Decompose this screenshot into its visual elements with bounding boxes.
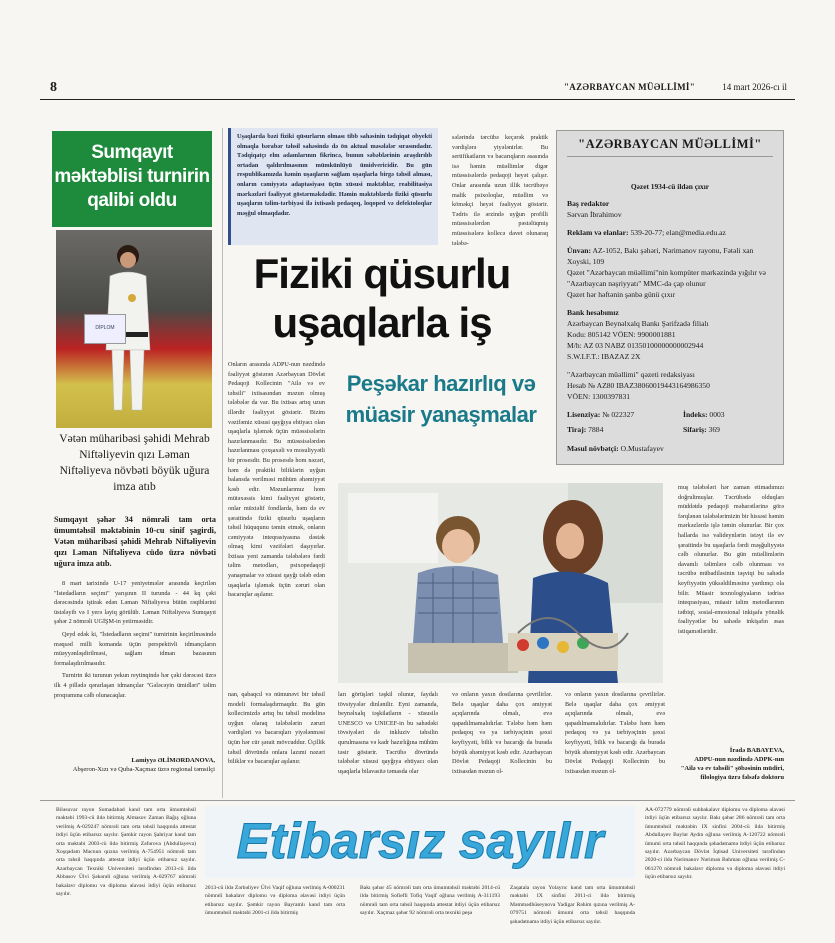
notice-column-1: Biləsuvar rayon Sumadabad kənd tam orta ümumtəhsil məktəbi 1993-cü ildə bitirmiş Almasov Zaman Bağış oğluna verilmiş A-029247 nömrəli tam orta təhsil haqqında attestat itdiyi üçün etibarsız sayılır. Şəmkir rayon Şahriyar kənd tam orta məktəbi 2003-cü ildə bitirmiş Zəfərova (Abdullayeva) Xoşqədəm Məcnun qızına verilmiş A-754951 nömrəli tam orta təhsil haqqında attestat itdiyi üçün etibarsız sayılır. Azərbaycan Texniki Universiteti tərəfindən 2013-cü ildə Abbasov Ülvi Şəkərəli oğluna verilmiş A-029767 nömrəli bakalavr diplomu və diploma əlavəsi itdiyi üçün etibarsız sayılır. xyxy=(56,807,196,898)
left-subheadline: Vətən müharibəsi şəhidi Mehrab Niftəliyevin qızı Ləman Niftəliyeva növbəti böyük uğura imza atıb xyxy=(59,433,210,493)
order-value: 369 xyxy=(708,425,720,434)
order-label: Sifariş: xyxy=(683,425,707,434)
address-value: AZ-1052, Bakı şəhəri, Nərimanov rayonu, Fətəli xan Xoyski, 109 xyxy=(567,246,754,266)
bottom-divider xyxy=(40,800,795,801)
left-author-org: Abşeron-Xızı və Quba-Xaçmaz üzrə regional təmsilçi xyxy=(72,766,215,773)
left-paragraph: 8 mart tarixində U-17 yeniyetmələr arasında keçirilən "İstedadların seçimi" yarışının II turunda - 44 kq çəki dərəcəsində iştirak edən Ləman Niftəliyeva bütün rəqiblərini üstələyib və I yerə layiq görülüb. Ləman Niftəliyeva Sumqayıt şəhər 2 nömrəli UGİŞM-in yetirməsidir. xyxy=(54,580,216,626)
left-article xyxy=(52,128,217,798)
left-paragraph: Turnirin iki turunun yekun reytinqində hər çəki dərəcəsi üzrə ilk 4 pillədə qərarlaşan idmançılar "Gələcəyin ümidləri" təlim proqramına cəlb olunacaqlar. xyxy=(54,672,216,699)
paper-name: "AZƏRBAYCAN MÜƏLLİMİ" xyxy=(563,82,695,92)
page-header xyxy=(40,78,795,100)
print-note: Qəzet "Azərbaycan müəllimi"nin kompüter mərkəzində yığılır və "Azərbaycan nəşriyyatı" MMC-də çap olunur xyxy=(567,268,766,288)
classroom-photo xyxy=(338,483,663,683)
founded-line: Qəzet 1934-cü ildən çıxır xyxy=(630,182,710,191)
redaction-line: VÖEN: 1300397831 xyxy=(567,392,631,401)
masthead-title: "AZƏRBAYCAN MÜƏLLİMİ" xyxy=(567,139,773,157)
bank-line: S.W.I.F.T.: IBAZAZ 2X xyxy=(567,352,641,361)
intro-box xyxy=(228,128,438,245)
main-headline-line1: Fiziki qüsurlu xyxy=(253,250,511,297)
main-column-bottom-1: nan, qabaqcıl və nümunəvi bir təhsil modeli formalaşdırmaqdır. Bu gün kollecimizdə artıq bu təhsil modelinə uyğun olaraq tələbələrin zəruri vərdişləri və bacarıqları yiyələnməsi üçün hər cür şərait mövcuddur. Üçillik təhsil dövründə onlara lazımi nəzəri biliklər və bacarıqlar aşılanır. xyxy=(228,691,325,766)
main-column-bottom-4: və onların yaxın dostlarına çevrilirlər. Belə uşaqlar daha çox əmiyyət açıqlarında olmalı, evə qapadılmamalıdırlar. Tələbə həm həm pedaqoq və ya tərbiyəçinin şəxsi keyfiyyəti, bilik və bacarığı da burada böyük əhəmiyyət kəsb edir. Azərbaycan Dövlət Pedaqoji Kollecinin bu ixtisasdan məzun ol- xyxy=(565,691,665,775)
masthead-info-box xyxy=(556,130,784,465)
main-column-left: Onların arasında ADPU-nun nəzdində fəaliyyət göstərən Azərbaycan Dövlət Pedaqoji Kollecinin "Ailə və ev təhsili" ixtisasından məzun olmuş tələbələr da var. Bu ixtisas artıq uzun illərdir fəaliyyət göstərir. Bizim vəzifəmiz xüsusi qayğıya ehtiyacı olan uşaqlarla işləmək üçün müəssisələrin hazırlanmasıdır. Bu müəssisələrdən hazırlanması çoxşaxəli və mosuliyyətli bir prosesdir. Bu prosesdə hom nəzəri, həm də praktiki biliklərin uyğun balansda verilməsi mühüm əhəmiyyət kəsb edir. Məzunlarımız hom mütəxəssis kimi fəaliyyət göstərir, onlar müxtəlif fondlarda, həm də ev şəraitində fiziki qüsurlu uşaqların təhsil hüququnu təmin etmək, onların cəmiyyətə inteqrasiyasına dəstək olmaq kimi vəzifələri daşıyırlar. İxtisas yeni zamanda tələbələrə fərdi təlim metodları, psixopedaqoji yanaşmalar və xüsusi qayğı tələb edən uşaqlarla işləmək üçün zəruri olan bacarıqlar aşılanır. xyxy=(228,361,325,599)
invalid-documents-banner xyxy=(205,806,635,878)
redaction-line: "Azərbaycan müəllimi" qəzeti redaksiyası xyxy=(567,370,695,379)
duty-value: O.Mustafayev xyxy=(620,444,664,453)
bank-line: Azərbaycan Beynəlxalq Bankı Şərifzadə filialı xyxy=(567,319,709,328)
circulation-label: Tiraj: xyxy=(567,425,587,434)
bank-label: Bank hesabımız xyxy=(567,308,619,317)
main-byline xyxy=(678,746,784,782)
redaction-line: Hesab № AZ80 IBAZ38060019443164986350 xyxy=(567,381,710,390)
main-column-bottom-3: və onların yaxın dostlarına çevrilirlər. Belə uşaqlar daha çox əmiyyət açıqlarında olmalı, evə qapadılmamalıdırlar. Tələbə həm həm pedaqoq və ya tərbiyəçinin şəxsi keyfiyyəti, bilik və bacarığı da burada böyük əhəmiyyət kəsb edir. Azərbaycan Dövlət Pedaqoji Kollecinin bu ixtisasdan məzun ol- xyxy=(452,691,552,775)
column-divider xyxy=(222,128,223,798)
ads-label: Reklam və elanlar: xyxy=(567,228,629,237)
weekly-note: Qəzet hər həftənin şənbə günü çıxır xyxy=(567,290,676,299)
notice-column-4: Zaqatala rayon Yolayrıc kənd tam orta ümumtəhsil məktəbi IX sinfini 2011-ci ildə bitirmiş Məmmədhüseynova Yadigar Rəhim qızına verilmiş A-079751 nömrəli ümumi orta təhsil haqqında şəhadətnamə itdiyi üçün etibarsız sayılır. xyxy=(510,885,635,925)
license-value: № 022327 xyxy=(602,410,635,419)
judo-photo xyxy=(56,230,212,428)
index-value: 0003 xyxy=(709,410,725,419)
bank-line: M/h: AZ 03 NABZ 01350100000000002944 xyxy=(567,341,704,350)
classroom-illustration xyxy=(338,483,663,683)
notice-column-2: 2013-cü ildə Zərbəliyev Ülvi Vaqif oğluna verilmiş A-000231 nömrəli bakalavr diplomu və diploma əlavəsi itdiyi üçün etibarsız sayılır. Şəmkir rayon Bayramlı kənd tam orta ümumtəhsil məktəbi 2001-ci ildə bitirmiş xyxy=(205,885,345,917)
left-paragraph: Qeyd edək ki, "İstedadların seçimi" turnirinin keçirilməsində məqsəd milli komanda üçün perspektivli idmançıların müəyyənləşdirilməsi, sağlam idman bazasının formalaşdırılmasıdır. xyxy=(54,630,216,667)
main-headline-line2: uşaqlarla iş xyxy=(272,299,492,346)
left-author: Lamiyyə ƏLİMƏRDANOVA, xyxy=(131,757,215,764)
main-subheadline: Peşəkar hazırlıq və müasir yanaşmalar xyxy=(345,371,537,427)
page-number: 8 xyxy=(50,80,57,95)
intro-text: Uşaqlarda bəzi fiziki qüsurların olması tibb sahəsinin tədqiqat obyekti olmaqla bərabər təhsil sahəsində də ön aktual məsələlər sırasındadır. Tədqiqatçı elm adamlarının fikrincə, bunun səbəblərinin araşdırılıb ortadan qaldırılmasının mümkünlüyü ümidvericidir. Bu gün respublikamızda həmin uşaqların sağlam uşaqlarla birgə təhsil alması, onların cəmiyyətə adaptasiyası üçün xüsusi məktəblər, reabilitasiya mərkəzləri fəaliyyət göstərməkdədir. Həmin məktəblərdə fiziki qüsurlu uşaqların təlim-tərbiyəsi ilə ixtisaslı pedaqoq, loqoped və defektoloqlar məşğul olmaqdadır. xyxy=(237,133,432,217)
main-column-right: muş tələbələri hər zaman etimadımızı doğrultmuşlar. Təcrübədə olduqları müddətdə pedaqoji məharətlərinə görə fərqlənən tələbələrimizin bir hissəsi həmin mərkəzlərdə işlə təmin olunurlar. Bir çox hallarda isə valideynlərin istəyi ilə ev şəraitində bu uşaqlarla fərdi məşğuliyyətə cəlb olunurlar. Bu gün müəllimlərin davamlı təlimlərə cəlb olunması və təcrübə mübadiləsinin təşviqi bu sahədə keyfiyyətin yüksəldilməsinə yardımçı ola bilir. Müasir texnologiyaların tədrisə inteqrasiyası, müasir təlim metodlarının tətbiqi, sosial-emosional inkişafa yönəlik fəaliyyətlər bu sahədə inkişafın əsas istiqamətləridir. xyxy=(678,484,784,635)
duty-label: Məsul növbətçi: xyxy=(567,444,619,453)
main-author-title: ADPU-nun nəzdində ADPK-nın "Ailə və ev təhsili" şöbəsinin müdiri, filologiya üzrə fəlsəfə doktoru xyxy=(680,756,784,781)
left-headline: Sumqayıt məktəblisi turnirin qalibi oldu xyxy=(52,131,212,227)
main-column-bottom-2: ları görüşləri təşkil olunur, faydalı tövsiyyələr dinlənilir. Eyni zamanda, beynəlxalq təşkilatların - xüsusilə UNESCO və UNICEF-in bu sahədəki tövsiyələri də inkluziv təhsilin qurulmasına və kadr hazırlığına mühüm təsir göstərir. Təcrübə dövründə tələbələr xüsusi qayğıya ehtiyacı olan uşaqlarla bilavasitə təmasda olar xyxy=(338,691,438,775)
diploma-label: DİPLOM xyxy=(95,325,115,331)
main-column-top: sələrində tərcübə keçərək praktik vərdişlərə yiyələnirlər. Bu sertifikatların və bacarıqların əsasında isə həmin müəllimlər digər müəssisələrdə pedaqoji heyət çalışır. Onlar arasında uzun illik təcrübəyə malik psixoloqlar, müəllim və köməkçi heyət fəaliyyət göstərir. Tədris ilə ərzində uyğun profilli müəssisələrdən pəstəlüqmiş müəssisələrə kollecə davet olunaraq tələbə- xyxy=(452,134,548,247)
ads-value: 539-20-77; elan@media.edu.az xyxy=(630,228,726,237)
left-lead: Sumqayıt şəhər 34 nömrəli tam orta ümumtəhsil məktəbinin 10-cu sinif şagirdi, Vətən müharibəsi şəhidi Mehrab Niftəliyevin qızı Ləman Niftəliyeva cüdo üzrə növbəti uğura imza atıb. xyxy=(54,515,216,568)
license-label: Lisenziya: xyxy=(567,410,601,419)
notice-column-5: AA-072779 nömrəli subbakalavr diplomu və diploma əlavəsi itdiyi üçün etibarsız sayılır. Bakı şəhər 286 nömrəli tam orta ümumtəhsil məktəbin IX sinfini 2004-cü ildə bitirmiş Abdullayev Bəylər Aydın oğluna verilmiş A-120722 nömrəli ümumi orta təhsil haqqında şəhadətnamə itdiyi üçün etibarsız sayılır. Azərbaycan Dövlət İqtisad Universiteti tərəfindən 2020-ci ildə Nərimanov Nərimən Bəhman oğluna verilmiş C-061270 nömrəli bakalavr diplomu və diploma əlavəsi itdiyi üçün etibarsız sayılır. xyxy=(645,807,785,881)
banner-title: Etibarsız sayılır xyxy=(236,813,604,869)
bank-line: Kodu: 805142 VÖEN: 9900001881 xyxy=(567,330,676,339)
index-label: İndeks: xyxy=(683,410,708,419)
main-headline xyxy=(222,249,542,347)
address-label: Ünvan: xyxy=(567,246,592,255)
editor-name: Sərvan İbrahimov xyxy=(567,210,622,219)
main-author: İradə BABAYEVA, xyxy=(729,747,784,754)
editor-label: Baş redaktor xyxy=(567,199,610,208)
issue-date: 14 mart 2026-cı il xyxy=(722,82,787,92)
diploma-sheet xyxy=(84,314,126,344)
left-byline xyxy=(55,756,215,774)
notice-column-3: Bakı şəhər 45 nömrəli tam orta ümumtəhsil məktəbi 2014-cü ildə bitirmiş Sofiefli Tofiq Vaqif oğluna verilmiş A-311193 nömrəli tam orta təhsil haqqında attestat itdiyi üçün etibarsız sayılır. Xaçmaz şəhər 92 nömrəli orta texniki peşə xyxy=(360,885,500,917)
circulation-value: 7884 xyxy=(588,425,604,434)
left-body xyxy=(54,579,216,703)
